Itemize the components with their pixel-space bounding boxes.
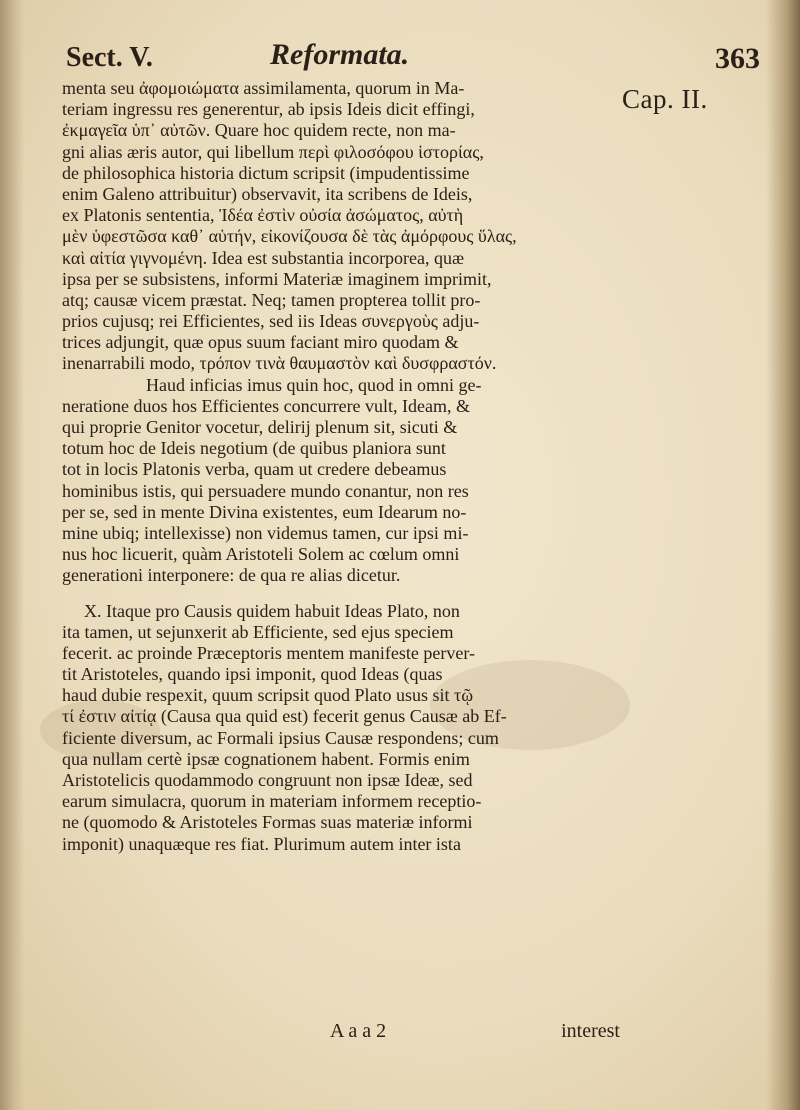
text-line: earum simulacra, quorum in materiam informem receptio-: [62, 791, 482, 812]
section-label: Sect. V.: [66, 42, 153, 73]
catchword: interest: [561, 1020, 620, 1042]
text-line: inenarrabili modo, τρόπον τινὰ θαυμαστὸν καὶ δυσφραστόν.: [62, 353, 497, 374]
text-line: teriam ingressu res generentur, ab ipsis Ideis dicit effingi,: [62, 99, 475, 120]
text-line: tot in locis Platonis verba, quam ut credere debeamus: [62, 459, 447, 480]
text-line: ἐκμαγεῖα ὑπ᾽ αὐτῶν. Quare hoc quidem recte, non ma-: [62, 120, 456, 141]
text-line: ita tamen, ut sejunxerit ab Efficiente, sed ejus speciem: [62, 621, 454, 642]
text-line: μὲν ὑφεστῶσα καθ᾽ αὑτήν, εἰκονίζουσα δὲ τὰς ἀμόρφους ὕλας,: [62, 226, 517, 247]
page-number: 363: [715, 42, 760, 75]
text-line: prios cujusq; rei Efficientes, sed iis Ideas συνεργοὺς adju-: [62, 311, 480, 332]
text-line: neratione duos hos Efficientes concurrere vult, Ideam, &: [62, 395, 471, 416]
text-line: Haud inficias imus quin hoc, quod in omni ge-: [146, 374, 482, 395]
text-line: καὶ αἰτία γιγνομένη. Idea est substantia incorporea, quæ: [62, 247, 465, 268]
text-line: mine ubiq; intellexisse) non videmus tamen, cur ipsi mi-: [62, 522, 469, 543]
text-line: qua nullam certè ipsæ cognationem habent. Formis enim: [62, 748, 470, 769]
text-line: ipsa per se subsistens, informi Materiæ imaginem imprimit,: [62, 268, 492, 289]
text-line: generationi interponere: de qua re alias dicetur.: [62, 565, 401, 586]
text-line: menta seu ἀφομοιώματα assimilamenta, quorum in Ma-: [62, 78, 465, 98]
text-line: ficiente diversum, ac Formali ipsius Causæ respondens; cum: [62, 727, 499, 748]
running-title: Reformata.: [270, 38, 410, 71]
text-line: tit Aristoteles, quando ipsi imponit, quod Ideas (quas: [62, 664, 443, 685]
marginal-note: Cap. II.: [622, 84, 708, 114]
text-line: gni alias æris autor, qui libellum περὶ φιλοσόφου ἱστορίας,: [62, 141, 484, 162]
page-edge-shadow: [766, 0, 800, 1110]
text-line: imponit) unaquæque res fiat. Plurimum autem inter ista: [62, 833, 461, 854]
text-line: ne (quomodo & Aristoteles Formas suas materiæ informi: [62, 812, 473, 833]
text-line: Aristotelicis quodammodo congruunt non ipsæ Ideæ, sed: [62, 770, 473, 790]
text-line: nus hoc licuerit, quàm Aristoteli Solem ac cœlum omni: [62, 544, 460, 565]
text-line: haud dubie respexit, quum scripsit quod Plato usus sit τῷ: [62, 685, 474, 706]
page-footer: [330, 1020, 620, 1050]
text-line: per se, sed in mente Divina existentes, eum Idearum no-: [62, 501, 467, 522]
text-line: de philosophica historia dictum scripsit (impudentissime: [62, 162, 470, 183]
paragraph-gap: [62, 587, 622, 601]
text-line: totum hoc de Ideis negotium (de quibus planiora sunt: [62, 438, 446, 459]
gutter-shadow: [0, 0, 24, 1110]
text-line: qui proprie Genitor vocetur, delirij plenum sit, sicuti &: [62, 417, 458, 437]
text-line: τί ἐστιν αἰτίᾳ (Causa qua quid est) fecerit genus Causæ ab Ef-: [62, 706, 507, 727]
text-line: ex Platonis sententia, Ἰδέα ἐστὶν οὐσία ἀσώματος, αὐτὴ: [62, 205, 464, 226]
text-line: atq; causæ vicem præstat. Neq; tamen propterea tollit pro-: [62, 289, 481, 310]
signature-mark: A a a 2: [330, 1020, 387, 1042]
text-line: X. Itaque pro Causis quidem habuit Ideas Plato, non: [84, 600, 460, 621]
body-text: [62, 78, 622, 855]
text-line: enim Galeno attribuitur) observavit, ita scribens de Ideis,: [62, 183, 473, 204]
text-line: fecerit. ac proinde Præceptoris mentem manifeste perver-: [62, 642, 475, 663]
text-line: trices adjungit, quæ opus suum faciant miro quodam &: [62, 332, 459, 353]
text-line: hominibus istis, qui persuadere mundo conantur, non res: [62, 480, 469, 501]
